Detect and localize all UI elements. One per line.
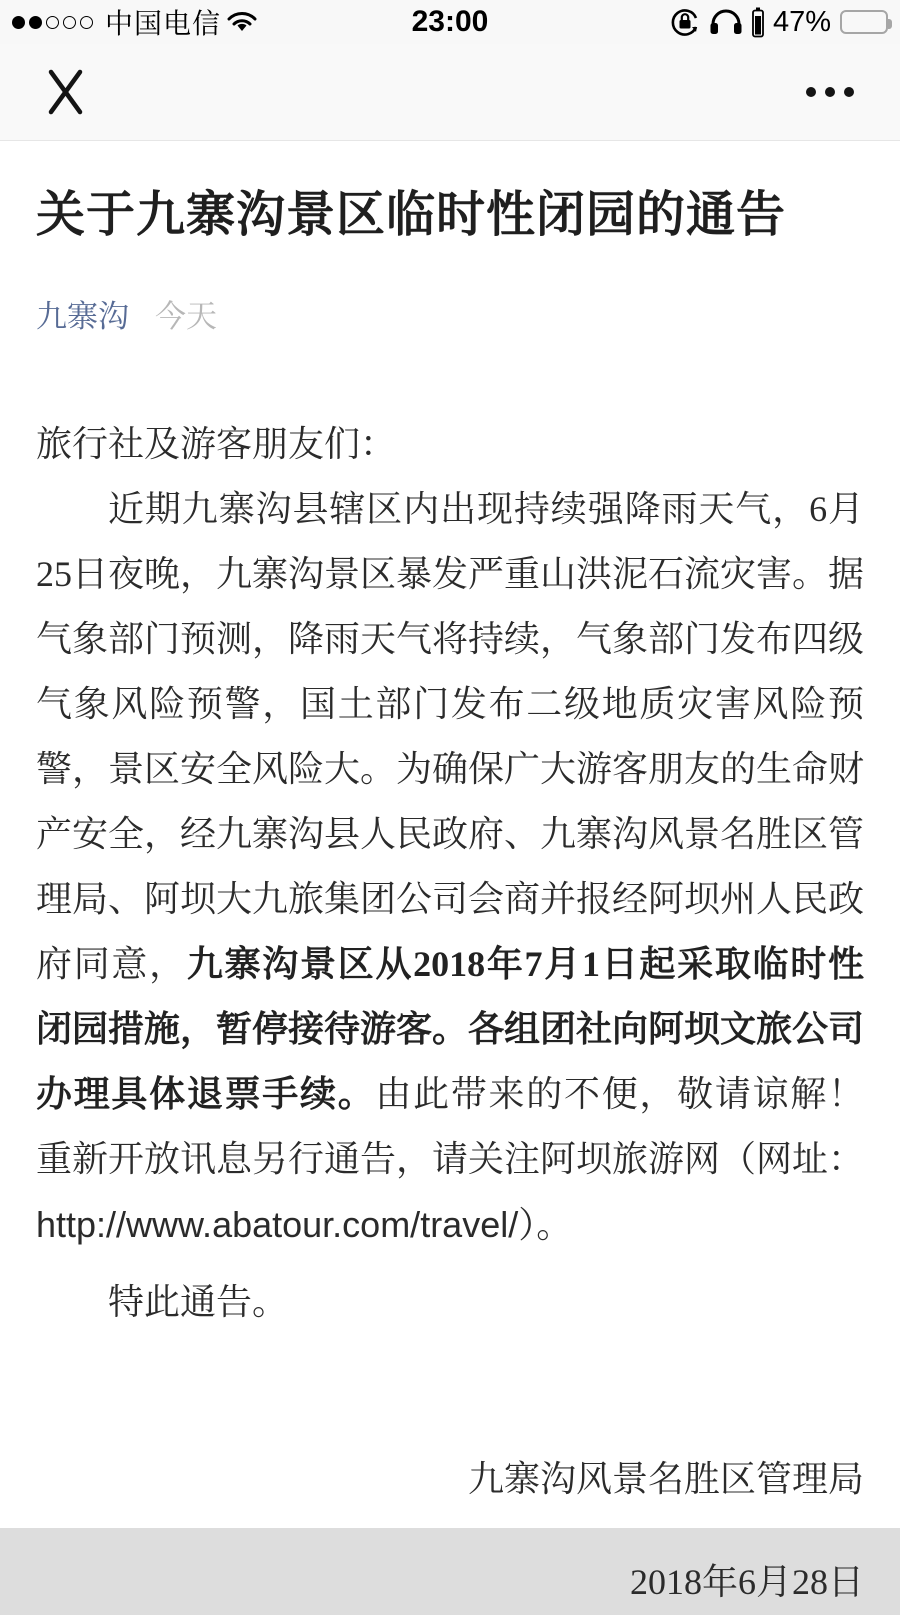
close-button[interactable] <box>46 68 86 116</box>
close-x-icon <box>46 68 86 116</box>
closing-line: 特此通告。 <box>108 1281 289 1322</box>
status-right <box>670 6 888 39</box>
headset-battery-icon <box>752 7 764 37</box>
signal-dot <box>63 16 76 29</box>
signature-line: 九寨沟风景名胜区管理局 <box>467 1458 864 1499</box>
battery-percent-label: 47% <box>772 5 831 38</box>
battery-icon <box>840 10 888 34</box>
date-line: 2018年6月28日 <box>629 1561 864 1602</box>
main-paragraph <box>36 477 864 1258</box>
signal-dot <box>29 16 42 29</box>
paragraph-run: 由此带来的不便，敬请谅解！重新开放讯息另行通告，请关注阿坝旅游网（网址： <box>36 1073 865 1179</box>
article-title: 关于九寨沟景区临时性闭园的通告 <box>36 188 787 242</box>
article-body <box>36 412 864 1615</box>
author-account-link[interactable]: 九寨沟 <box>36 298 129 334</box>
more-menu-button[interactable] <box>806 87 854 97</box>
signal-dot <box>46 16 59 29</box>
status-left <box>12 2 257 42</box>
paragraph-run: 近期九寨沟县辖区内出现持续强降雨天气，6月25日夜晚，九寨沟景区暴发严重山洪泥石流灾害。据气象部门预测，降雨天气将持续，气象部门发布四级气象风险预警，国土部门发布二级地质灾害风险预警，景区安全风险大。为确保广大游客朋友的生命财产安全，经九寨沟县人民政府、九寨沟风景名胜区管理局、阿坝大九旅集团公司会商并报经阿坝州人民政府同意， <box>36 488 865 984</box>
status-bar <box>0 0 900 44</box>
clock-label: 23:00 <box>411 5 489 38</box>
signal-dot <box>12 16 25 29</box>
battery-nub <box>888 19 892 29</box>
paragraph-run: ）。 <box>518 1204 573 1245</box>
cellular-signal-icon <box>12 16 93 29</box>
orientation-lock-icon <box>670 7 700 37</box>
paragraph-run: 九寨沟景区从2018年7月1日起采取临时性闭园措施，暂停接待游客。各组团社向阿坝文旅公司办理具体退票手续。 <box>36 943 865 1114</box>
signal-dot <box>80 16 93 29</box>
carrier-label: 中国电信 <box>105 8 222 39</box>
headphones-icon <box>709 7 743 37</box>
article-url-text: http://www.abatour.com/travel/ <box>36 1203 519 1245</box>
byline <box>36 291 864 336</box>
salutation: 旅行社及游客朋友们： <box>36 423 397 464</box>
ellipsis-icon <box>806 87 854 97</box>
wifi-icon <box>227 10 257 34</box>
webview-nav-bar <box>0 44 900 141</box>
publish-time-label: 今天 <box>155 298 217 334</box>
article-scroll-area[interactable] <box>0 187 900 1615</box>
